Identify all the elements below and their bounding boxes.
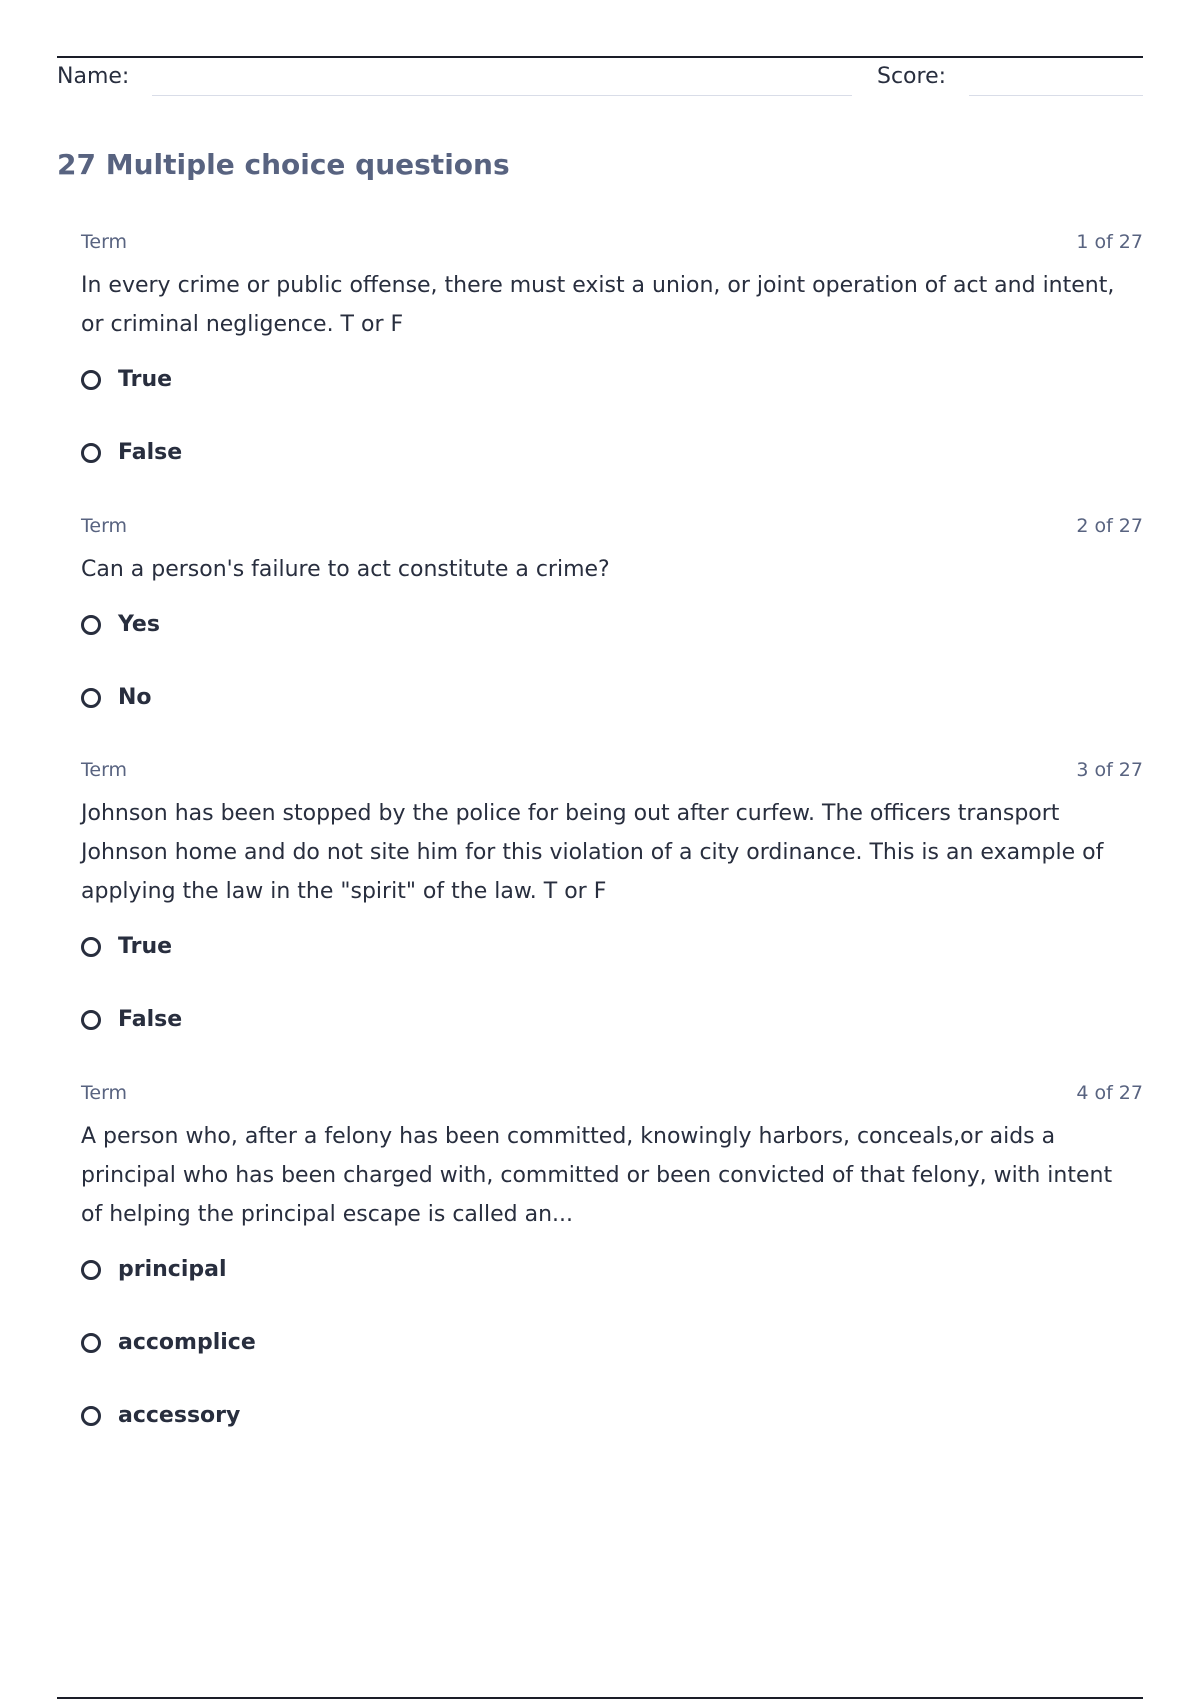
name-score-row bbox=[57, 58, 1143, 98]
section-title: 27 Multiple choice questions bbox=[57, 148, 510, 181]
question-header bbox=[81, 758, 1143, 782]
bottom-divider bbox=[57, 1697, 1143, 1699]
option-true[interactable] bbox=[81, 362, 1143, 435]
question-header bbox=[81, 230, 1143, 254]
question-number: 4 of 27 bbox=[1076, 1082, 1143, 1104]
option-label: Yes bbox=[118, 612, 160, 637]
radio-button-icon[interactable] bbox=[81, 688, 101, 708]
answer-options bbox=[81, 929, 1143, 1075]
question-header bbox=[81, 1081, 1143, 1105]
question-number: 2 of 27 bbox=[1076, 515, 1143, 537]
radio-button-icon[interactable] bbox=[81, 937, 101, 957]
question-number: 1 of 27 bbox=[1076, 231, 1143, 253]
name-field[interactable] bbox=[152, 95, 852, 96]
radio-button-icon[interactable] bbox=[81, 615, 101, 635]
radio-button-icon[interactable] bbox=[81, 1333, 101, 1353]
question-header bbox=[81, 514, 1143, 538]
question-3 bbox=[81, 758, 1143, 1075]
option-label: principal bbox=[118, 1257, 227, 1282]
option-false[interactable] bbox=[81, 1002, 1143, 1075]
option-label: No bbox=[118, 685, 152, 710]
term-label: Term bbox=[81, 1082, 128, 1104]
question-2 bbox=[81, 514, 1143, 753]
option-label: False bbox=[118, 1007, 183, 1032]
term-label: Term bbox=[81, 231, 128, 253]
score-label: Score: bbox=[877, 64, 947, 89]
answer-options bbox=[81, 1252, 1143, 1471]
question-text: In every crime or public offense, there must exist a union, or joint operation of act and intent, or criminal negligence. T or F bbox=[81, 273, 1115, 337]
option-label: accessory bbox=[118, 1403, 241, 1428]
question-text: A person who, after a felony has been committed, knowingly harbors, conceals,or aids a principal who has been charged with, committed or been convicted of that felony, with intent of helping the principal escape is called an... bbox=[81, 1124, 1113, 1227]
question-1 bbox=[81, 230, 1143, 508]
option-label: False bbox=[118, 440, 183, 465]
radio-button-icon[interactable] bbox=[81, 443, 101, 463]
option-label: True bbox=[118, 934, 173, 959]
option-principal[interactable] bbox=[81, 1252, 1143, 1325]
option-yes[interactable] bbox=[81, 607, 1143, 680]
question-4 bbox=[81, 1081, 1143, 1471]
worksheet-page bbox=[57, 0, 1143, 1700]
radio-button-icon[interactable] bbox=[81, 370, 101, 390]
score-field[interactable] bbox=[969, 95, 1143, 96]
option-label: accomplice bbox=[118, 1330, 256, 1355]
term-label: Term bbox=[81, 515, 128, 537]
radio-button-icon[interactable] bbox=[81, 1406, 101, 1426]
question-number: 3 of 27 bbox=[1076, 759, 1143, 781]
radio-button-icon[interactable] bbox=[81, 1010, 101, 1030]
option-no[interactable] bbox=[81, 680, 1143, 753]
option-accomplice[interactable] bbox=[81, 1325, 1143, 1398]
question-text: Can a person's failure to act constitute a crime? bbox=[81, 557, 610, 582]
name-label: Name: bbox=[57, 64, 130, 89]
option-true[interactable] bbox=[81, 929, 1143, 1002]
option-false[interactable] bbox=[81, 435, 1143, 508]
answer-options bbox=[81, 362, 1143, 508]
option-accessory[interactable] bbox=[81, 1398, 1143, 1471]
answer-options bbox=[81, 607, 1143, 753]
question-text: Johnson has been stopped by the police for being out after curfew. The officers transport Johnson home and do not site him for this violation of a city ordinance. This is an example of applying the law in the "spirit" of the law. T or F bbox=[81, 801, 1104, 904]
term-label: Term bbox=[81, 759, 128, 781]
option-label: True bbox=[118, 367, 173, 392]
radio-button-icon[interactable] bbox=[81, 1260, 101, 1280]
